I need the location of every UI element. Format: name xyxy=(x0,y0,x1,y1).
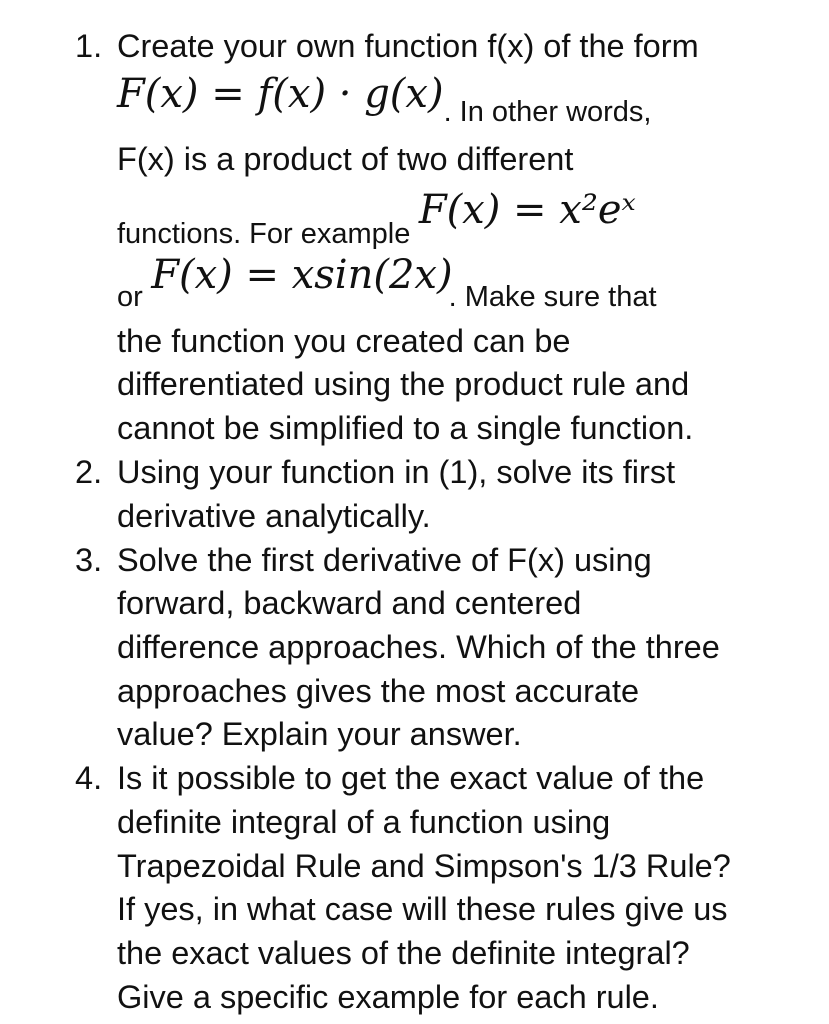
item-1-example-line-1 xyxy=(117,187,636,250)
item-1-or: or xyxy=(117,281,143,313)
item-number-2: 2. xyxy=(75,454,103,490)
item-4-line-6: Give a specific example for each rule. xyxy=(117,979,659,1015)
item-3-line-3: difference approaches. Which of the three xyxy=(117,629,720,665)
item-1-example-line-2 xyxy=(117,252,657,313)
item-number-3: 3. xyxy=(75,542,103,578)
item-3-line-4: approaches gives the most accurate xyxy=(117,673,640,709)
item-1-formula-line xyxy=(117,71,652,128)
example-formula-2: F(x) = xsin(2x) xyxy=(151,252,453,298)
example-formula-1: F(x) = x²eˣ xyxy=(418,187,636,233)
item-1-line-6: the function you created can be xyxy=(117,323,571,359)
item-3-line-2: forward, backward and centered xyxy=(117,585,582,621)
item-number-4: 4. xyxy=(75,760,103,796)
item-4-line-2: definite integral of a function using xyxy=(117,804,611,840)
item-3-line-5: value? Explain your answer. xyxy=(117,716,522,752)
item-1-line-3: F(x) is a product of two different xyxy=(117,141,574,177)
item-4-line-4: If yes, in what case will these rules give us xyxy=(117,891,728,927)
item-2-line-1: Using your function in (1), solve its first xyxy=(117,454,676,490)
item-1-line-8: cannot be simplified to a single function. xyxy=(117,410,694,446)
general-product-formula: F(x) = f(x) · g(x) xyxy=(117,71,444,117)
item-4-line-5: the exact values of the definite integral? xyxy=(117,935,690,971)
item-4-line-3: Trapezoidal Rule and Simpson's 1/3 Rule? xyxy=(117,848,731,884)
item-1-line-1: Create your own function f(x) of the form xyxy=(117,28,699,64)
item-1-example-intro: functions. For example xyxy=(117,218,411,250)
item-4-line-1: Is it possible to get the exact value of the xyxy=(117,760,705,796)
item-number-1: 1. xyxy=(75,28,103,64)
item-3-line-1: Solve the first derivative of F(x) using xyxy=(117,542,652,578)
item-2-line-2: derivative analytically. xyxy=(117,498,431,534)
item-1-after-example-2: . Make sure that xyxy=(448,281,657,313)
item-1-after-formula: . In other words, xyxy=(443,96,652,128)
item-1-line-7: differentiated using the product rule and xyxy=(117,366,690,402)
